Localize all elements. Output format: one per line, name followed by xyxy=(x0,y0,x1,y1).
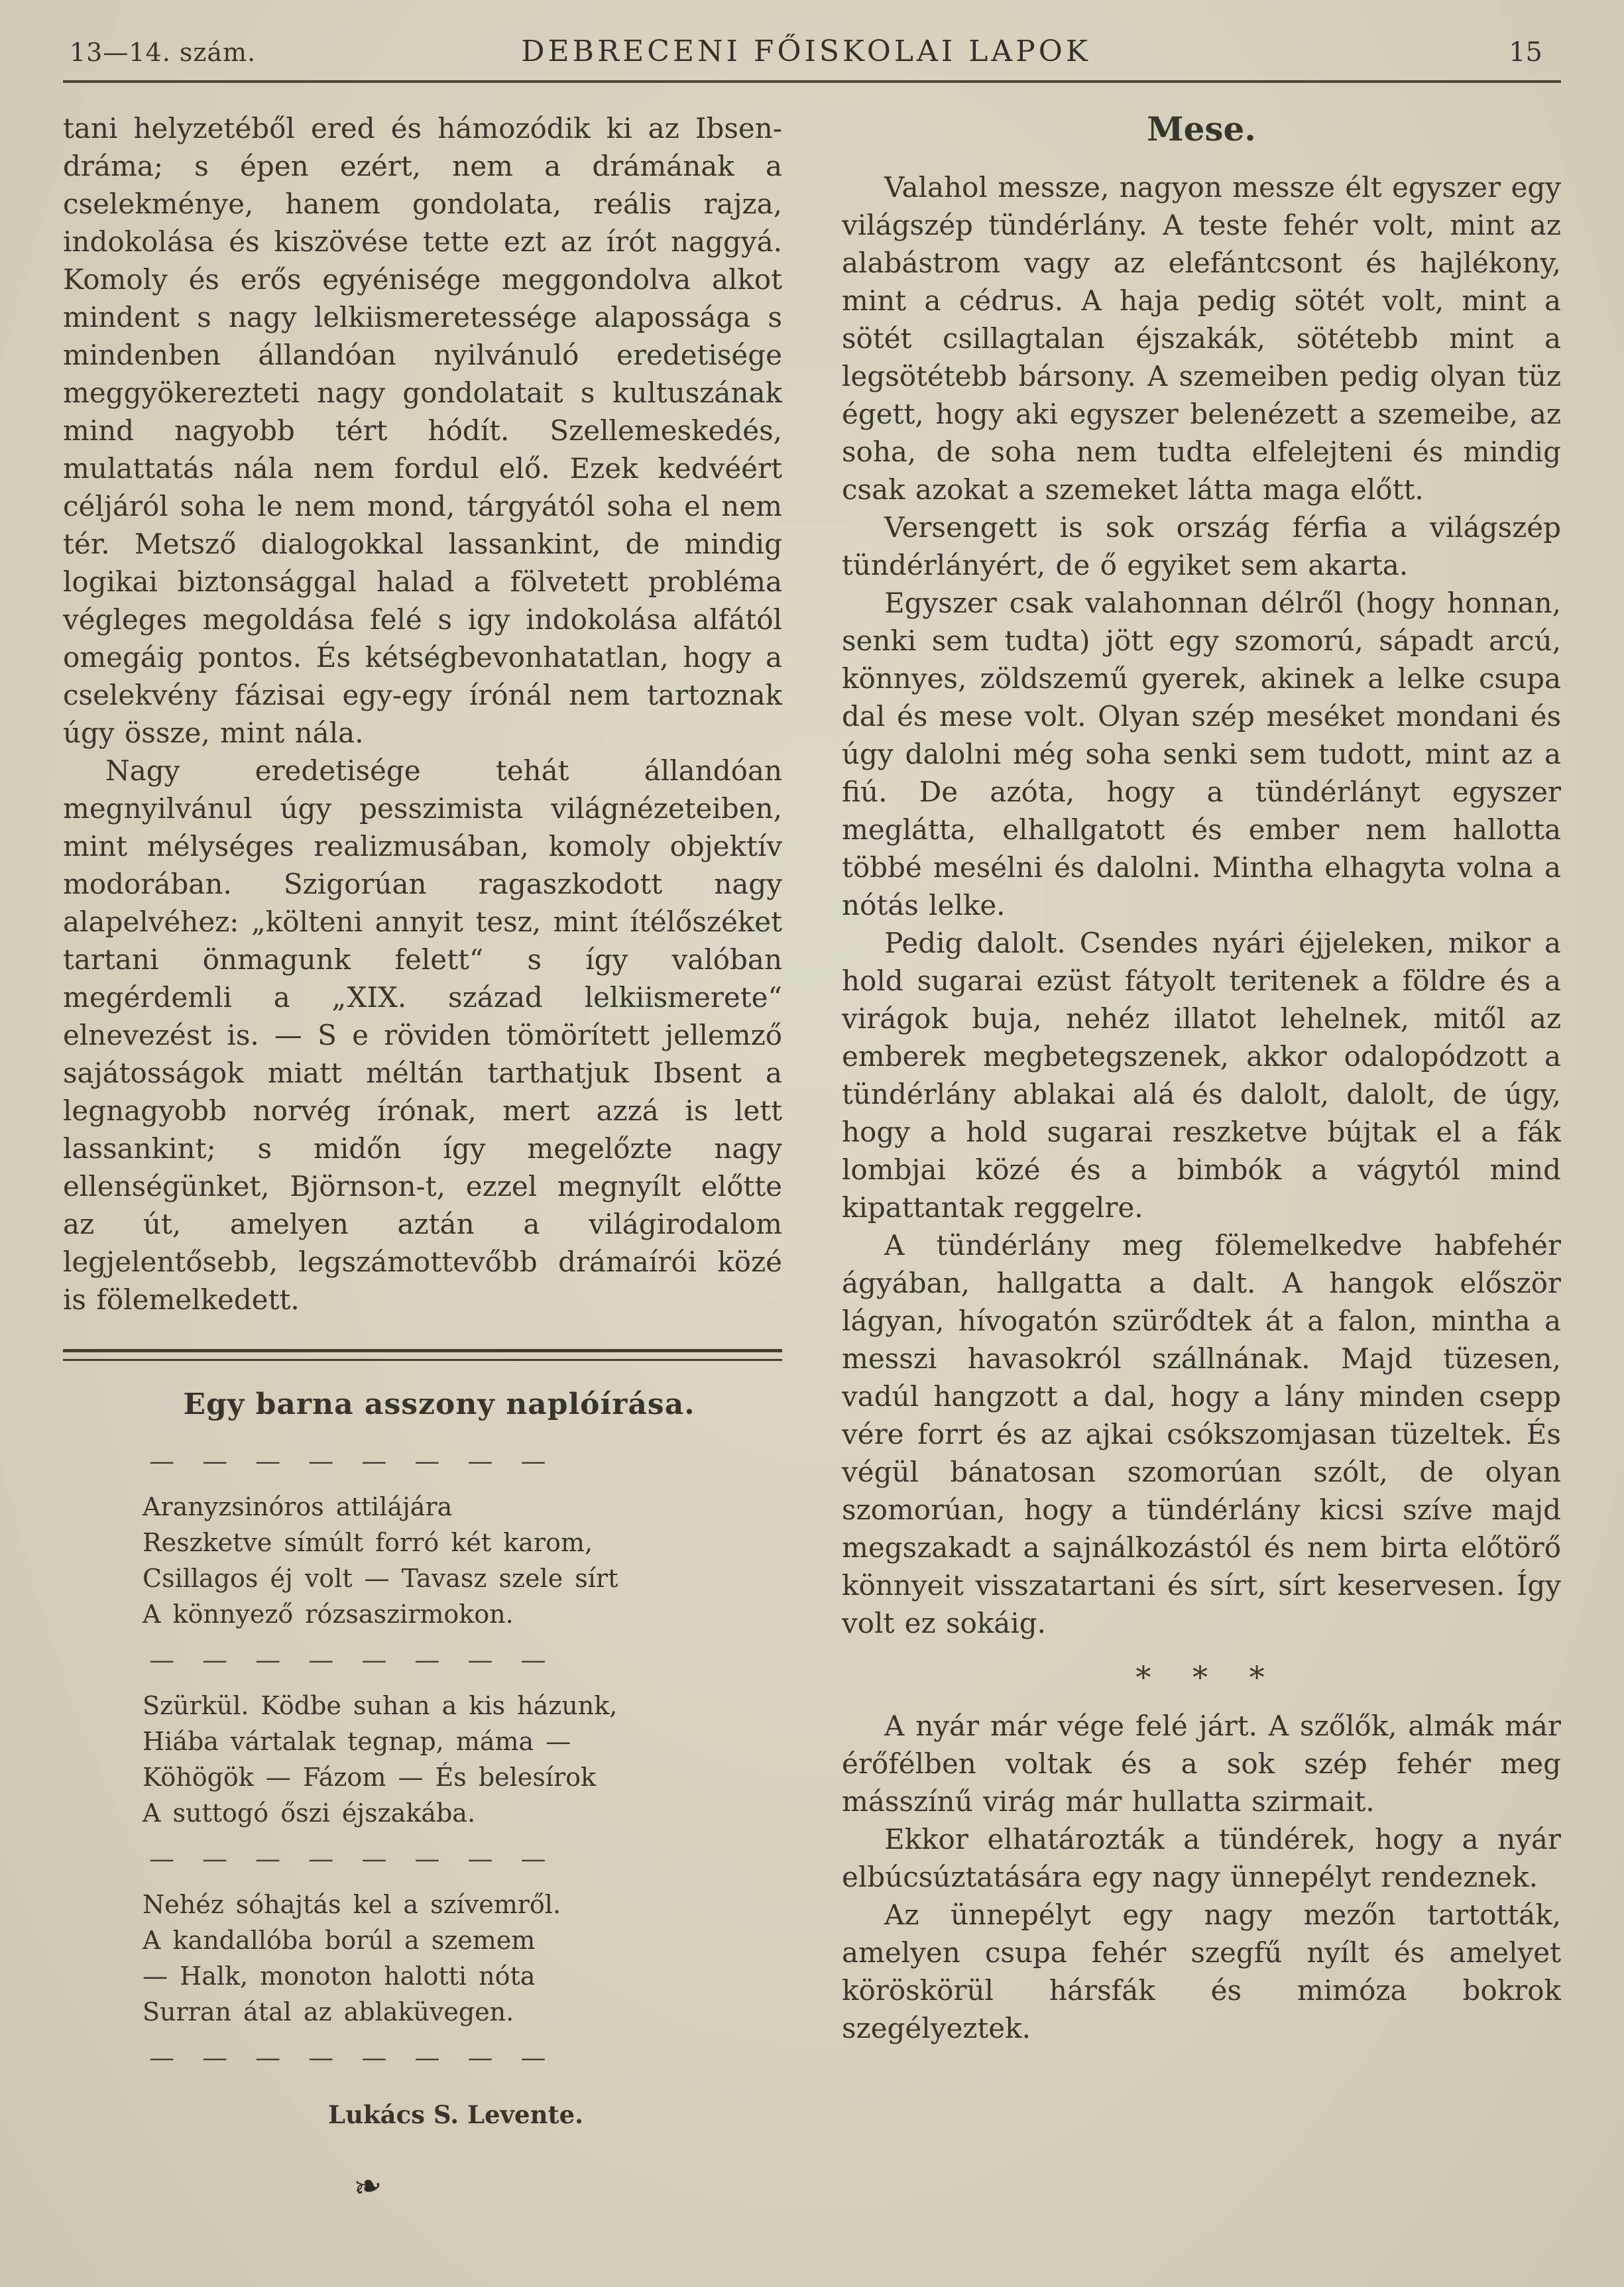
article-paragraph: Egyszer csak valahonnan délről (hogy honnan, senki sem tudta) jött egy szomorú, sápadt arcú, könnyes, zöldszemű gyerek, akinek a lelke csupa dal és mese volt. Olyan szép meséket mondani és úgy dalolni még soha senki sem tudott, mint az a fiú. De azóta, hogy a tündérlányt egyszer meglátta, elhallgatott és ember nem hallotta többé mesélni és dalolni. Mintha elhagyta volna a nótás lelke. xyxy=(842,587,1561,921)
article-title: Mese. xyxy=(1147,109,1256,148)
journal-title: DEBRECENI FŐISKOLAI LAPOK xyxy=(521,34,1091,68)
stanza-separator: — — — — — — — — xyxy=(149,1446,548,1476)
article-paragraph: A tündérlány meg fölemelkedve habfehér ágyában, hallgatta a dalt. A hangok először lágyan, hívogatón szürődtek át a falon, mintha a messzi havasokról szállnának. Majd tüzesen, vadúl hangzott a dal, hogy a lány minden csepp vére forrt és az ajkai csókszomjasan tüzeltek. És végül bánatosan szomorúan szólt, de olyan szomorúan, hogy a tündérlány kicsi szíve majd megszakadt a sajnálkozástól és nem birta előtörő könnyeit visszatartani és sírt, sírt keservesen. Így volt ez sokáig. xyxy=(842,1229,1561,1639)
article-paragraph: Ekkor elhatározták a tündérek, hogy a nyár elbúcsúztatására egy nagy ünnepélyt rendeznek. xyxy=(842,1823,1561,1893)
poem-stanza xyxy=(143,1489,736,1632)
article-paragraph: Valahol messze, nagyon messze élt egyszer egy világszép tündérlány. A teste fehér volt, mint az alabástrom vagy az elefántcsont és hajlékony, mint a cédrus. A haja pedig sötét volt, mint a sötét csillagtalan éjszakák, sötétebb mint a legsötétebb bársony. A szemeiben pedig olyan tüz égett, hogy aki egyszer belenézett a szemeibe, az soha, de soha nem tudta elfelejteni és mindig csak azokat a szemeket látta maga előtt. xyxy=(842,171,1561,506)
section-divider-double-rule xyxy=(63,1349,782,1361)
poem-line: — Halk, monoton halotti nóta xyxy=(143,1962,536,1991)
left-column xyxy=(63,109,782,2209)
poem-line: Köhögök — Fázom — És belesírok xyxy=(143,1763,597,1792)
ibsen-article-fragment xyxy=(63,109,782,1319)
poem-line: A suttogó őszi éjszakába. xyxy=(143,1798,476,1828)
poem-line: Nehéz sóhajtás kel a szívemről. xyxy=(143,1890,561,1919)
poem-section xyxy=(63,1387,782,2209)
article-paragraph: Nagy eredetisége tehát állandóan megnyilvánul úgy pesszimista világnézeteiben, mint mélységes realizmusában, komoly objektív modorában. Szigorúan ragaszkodott nagy alapelvéhez: „költeni annyit tesz, mint ítélőszéket tartani önmagunk felett“ s így valóban megérdemli a „XIX. század lelkiismerete“ elnevezést is. — S e röviden tömörített jellemző sajátosságok miatt méltán tarthatjuk Ibsent a legnagyobb norvég írónak, mert azzá is lett lassankint; s midőn így megelőzte nagy ellenségünket, Björnson-t, ezzel megnyílt előtte az út, amelyen aztán a világirodalom legjelentősebb, legszámottevőbb drámaírói közé is fölemelkedett. xyxy=(63,754,782,1316)
poem-stanza xyxy=(143,1887,736,2030)
article-paragraph: Versengett is sok ország férfia a világszép tündérlányért, de ő egyiket sem akarta. xyxy=(842,511,1561,581)
article-paragraph: Az ünnepélyt egy nagy mezőn tartották, amelyen csupa fehér szegfű nyílt és amelyet köröskörül hársfák és mimóza bokrok szegélyeztek. xyxy=(842,1899,1561,2044)
stanza-separator: — — — — — — — — xyxy=(149,1844,548,1873)
article-paragraph: tani helyzetéből ered és hámozódik ki az Ibsen-dráma; s épen ezért, nem a drámának a cselekménye, hanem gondolata, reális rajza, indokolása és kiszövése tette ezt az írót naggyá. Komoly és erős egyénisége meggondolva alkot mindent s nagy lelkiismeretessége alapossága s mindenben állandóan nyilvánuló eredetisége meggyökerezteti nagy gondolatait s kultuszának mind nagyobb tért hódít. Szellemeskedés, mulattatás nála nem fordul elő. Ezek kedvéért céljáról soha le nem mond, tárgyától soha el nem tér. Metsző dialogokkal lassankint, de mindig logikai biztonsággal halad a fölvetett probléma végleges megoldása felé s igy indokolása alfától omegáig pontos. És kétségbevonhatatlan, hogy a cselekvény fázisai egy-egy írónál nem tartoznak úgy össze, mint nála. xyxy=(63,112,782,749)
poem-author-signature: Lukács S. Levente. xyxy=(328,2100,583,2129)
poem-line: Aranyzsinóros attilájára xyxy=(143,1492,453,1521)
article-paragraph: Pedig dalolt. Csendes nyári éjjeleken, mikor a hold sugarai ezüst fátyolt teritenek a földre és a virágok buja, nehéz illatot lehelnek, mitől az emberek megbetegszenek, akkor odalopódzott a tündérlány ablakai alá és dalolt, dalolt, de úgy, hogy a hold sugarai reszketve bújtak el a fák lombjai közé és a bimbók a vágytól mind kipattantak reggelre. xyxy=(842,927,1561,1224)
issue-number: 13—14. szám. xyxy=(70,38,257,67)
stanza-separator: — — — — — — — — xyxy=(149,1645,548,1674)
poem-line: Csillagos éj volt — Tavasz szele sírt xyxy=(143,1564,618,1593)
article-paragraph: A nyár már vége felé járt. A szőlők, almák már érőfélben voltak és a sok szép fehér meg másszínű virág már hullatta szirmait. xyxy=(842,1710,1561,1818)
asterisk-separator: * * * xyxy=(1135,1659,1267,1695)
right-column xyxy=(842,109,1561,2192)
poem-stanza xyxy=(143,1688,736,1831)
poem-line: A kandallóba borúl a szemem xyxy=(143,1926,536,1955)
content-columns xyxy=(63,109,1561,2209)
poem-line: Reszketve símúlt forró két karom, xyxy=(143,1528,593,1557)
poem-title: Egy barna asszony naplóírása. xyxy=(183,1387,695,1421)
header-rule xyxy=(63,80,1561,83)
poem-line: Hiába vártalak tegnap, máma — xyxy=(143,1727,571,1756)
mese-article xyxy=(842,109,1561,2047)
page-number: 15 xyxy=(1509,37,1542,68)
poem-line: Szürkül. Ködbe suhan a kis házunk, xyxy=(143,1691,618,1720)
stanza-separator: — — — — — — — — xyxy=(149,2043,548,2072)
poem-line: A könnyező rózsaszirmokon. xyxy=(143,1600,514,1629)
poem-line: Surran átal az ablaküvegen. xyxy=(143,1997,514,2026)
fleuron-ornament-icon: ❧ xyxy=(349,2164,386,2209)
page-header xyxy=(63,34,1561,80)
